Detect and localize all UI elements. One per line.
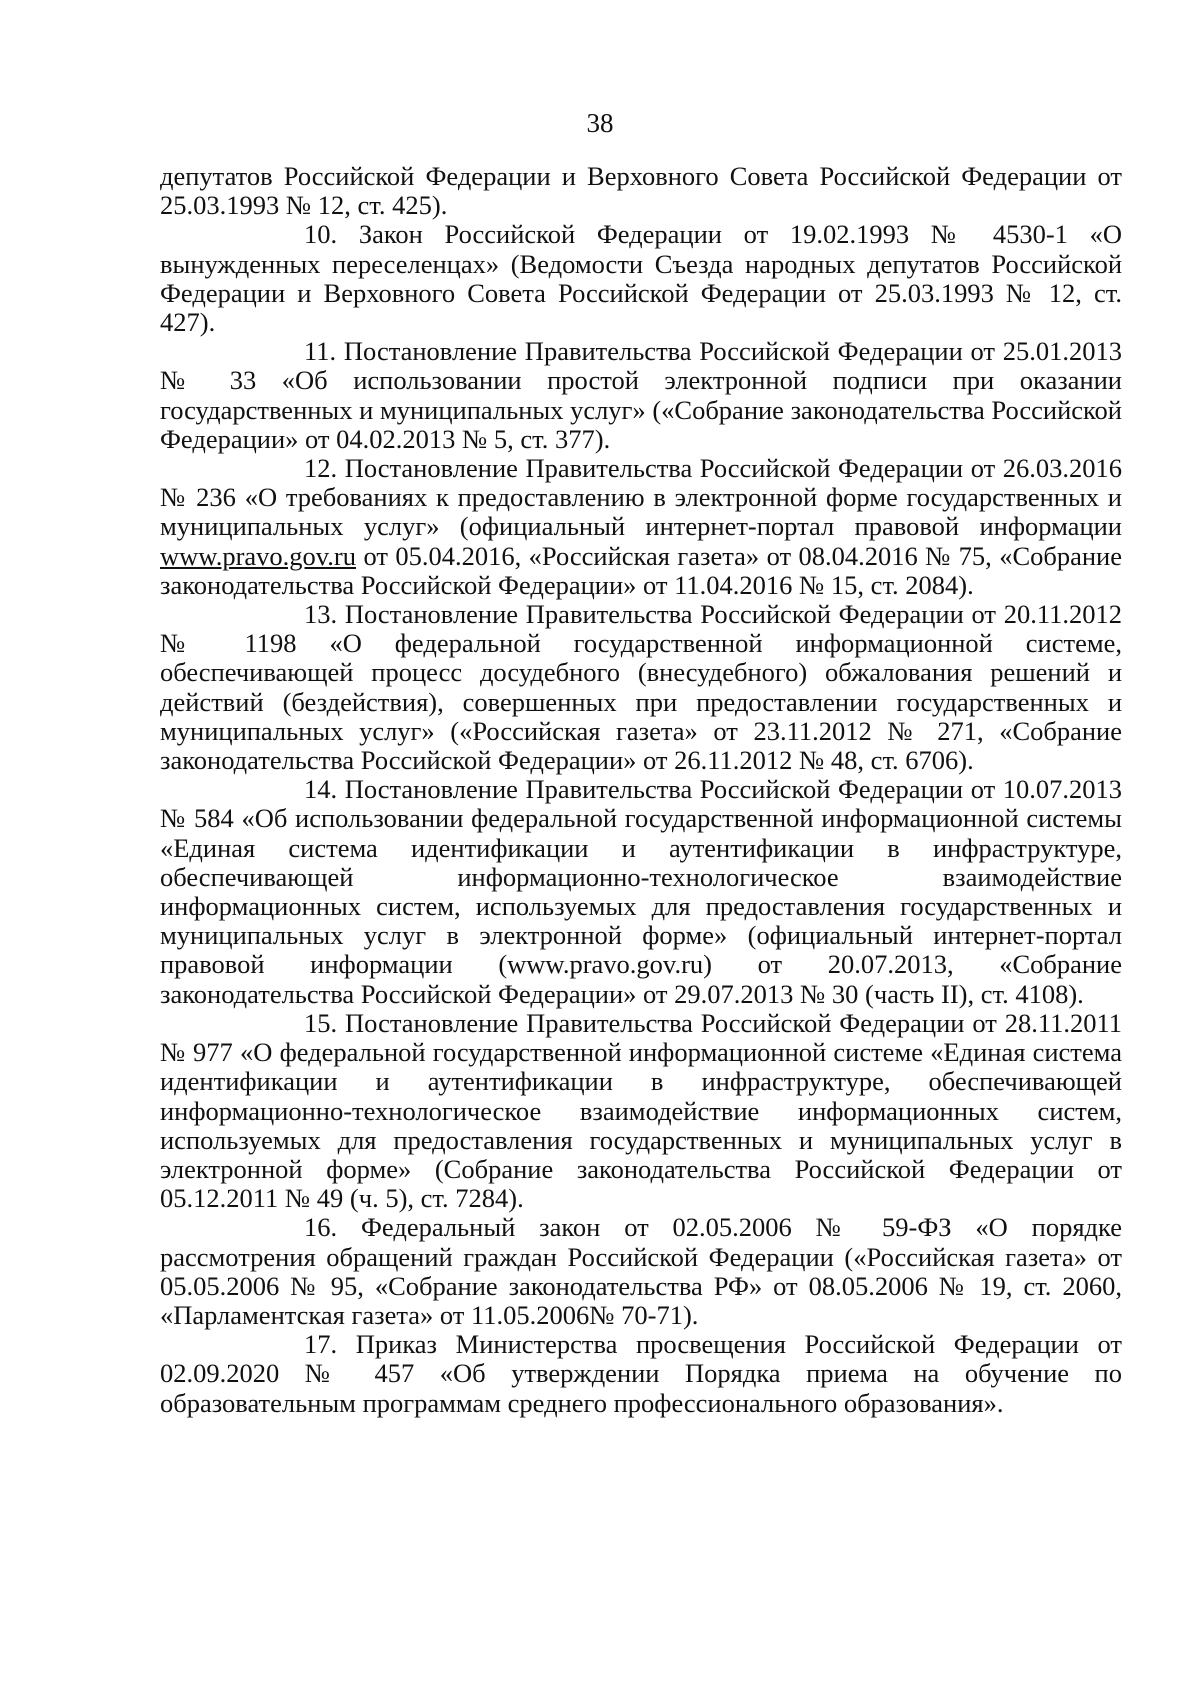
list-item-11 bbox=[160, 337, 1122, 454]
pravo-link[interactable]: www.pravo.gov.ru bbox=[160, 540, 357, 571]
item-text: Закон Российской Федерации от 19.02.1993 № 4530-1 «О вынужденных переселенцах» (Ведомости Съезда народных депутатов Российской Федерации и Верховного Совета Российской Федерации от 25.03.1993 № 12, ст. 427). bbox=[160, 219, 1122, 338]
item-text: Постановление Правительства Российской Федерации от 25.01.2013 № 33 «Об использовании простой электронной подписи при оказании государственных и муниципальных услуг» («Собрание законодательства Российской Федерации» от 04.02.2013 № 5, ст. 377). bbox=[160, 336, 1122, 454]
list-item-17 bbox=[160, 1330, 1122, 1418]
item-number: 16. bbox=[304, 1212, 338, 1243]
item-text-after-link: от 05.04.2016, «Российская газета» от 08.04.2016 № 75, «Собрание законодательства Российской Федерации» от 11.04.2016 № 15, ст. 2084). bbox=[160, 540, 1122, 600]
item-number: 17. bbox=[304, 1329, 338, 1360]
item-number: 11. bbox=[304, 336, 337, 367]
item-number: 15. bbox=[304, 1007, 338, 1038]
item-text: Постановление Правительства Российской Федерации от 20.11.2012 № 1198 «О федеральной государственной информационной системе, обеспечивающей процесс досудебного (внесудебного) обжалования решений и действий (бездействия), совершенных при предоставлении государственных и муниципальных услуг» («Российская газета» от 23.11.2012 № 271, «Собрание законодательства Российской Федерации» от 26.11.2012 № 48, ст. 6706). bbox=[160, 599, 1123, 776]
document-body bbox=[160, 162, 1122, 1418]
item-text: Приказ Министерства просвещения Российской Федерации от 02.09.2020 № 457 «Об утверждении Порядка приема на обучение по образовательным программам среднего профессионального образования». bbox=[160, 1329, 1122, 1418]
continuation-paragraph: депутатов Российской Федерации и Верховного Совета Российской Федерации от 25.03.1993 № 12, ст. 425). bbox=[160, 161, 1122, 221]
list-item-15 bbox=[160, 1009, 1122, 1213]
list-item-16 bbox=[160, 1213, 1122, 1330]
item-number: 12. bbox=[304, 453, 338, 484]
item-text-before-link: Постановление Правительства Российской Федерации от 26.03.2016 № 236 «О требованиях к предоставлению в электронной форме государственных и муниципальных услуг» (официальный интернет-портал правовой информации bbox=[160, 453, 1122, 542]
list-item-14 bbox=[160, 775, 1122, 1009]
item-number: 14. bbox=[304, 774, 338, 805]
page-number: 38 bbox=[586, 108, 614, 138]
list-item-13 bbox=[160, 600, 1122, 775]
item-number: 10. bbox=[304, 219, 338, 250]
item-number: 13. bbox=[304, 599, 338, 630]
item-text: Федеральный закон от 02.05.2006 № 59-ФЗ «О порядке рассмотрения обращений граждан Российской Федерации («Российская газета» от 05.05.2006 № 95, «Собрание законодательства РФ» от 08.05.2006 № 19, ст. 2060, «Парламентская газета» от 11.05.2006№ 70-71). bbox=[160, 1212, 1122, 1330]
list-item-10 bbox=[160, 220, 1122, 337]
list-item-12 bbox=[160, 454, 1122, 600]
item-text: Постановление Правительства Российской Федерации от 28.11.2011 № 977 «О федеральной государственной информационной системе «Единая система идентификации и аутентификации в инфраструктуре, обеспечивающей информационно-технологическое взаимодействие информационных систем, используемых для предоставления государственных и муниципальных услуг в электронной форме» (Собрание законодательства Российской Федерации от 05.12.2011 № 49 (ч. 5), ст. 7284). bbox=[160, 1007, 1122, 1214]
item-text: Постановление Правительства Российской Федерации от 10.07.2013 № 584 «Об использовании федеральной государственной информационной системы «Единая система идентификации и аутентификации в инфраструктуре, обеспечивающей информационно-технологическое взаимодействие информационных систем, используемых для предоставления государственных и муниципальных услуг в электронной форме» (официальный интернет-портал правовой информации (www.pravo.gov.ru) от 20.07.2013, «Собрание законодательства Российской Федерации» от 29.07.2013 № 30 (часть II), ст. 4108). bbox=[160, 774, 1122, 1009]
